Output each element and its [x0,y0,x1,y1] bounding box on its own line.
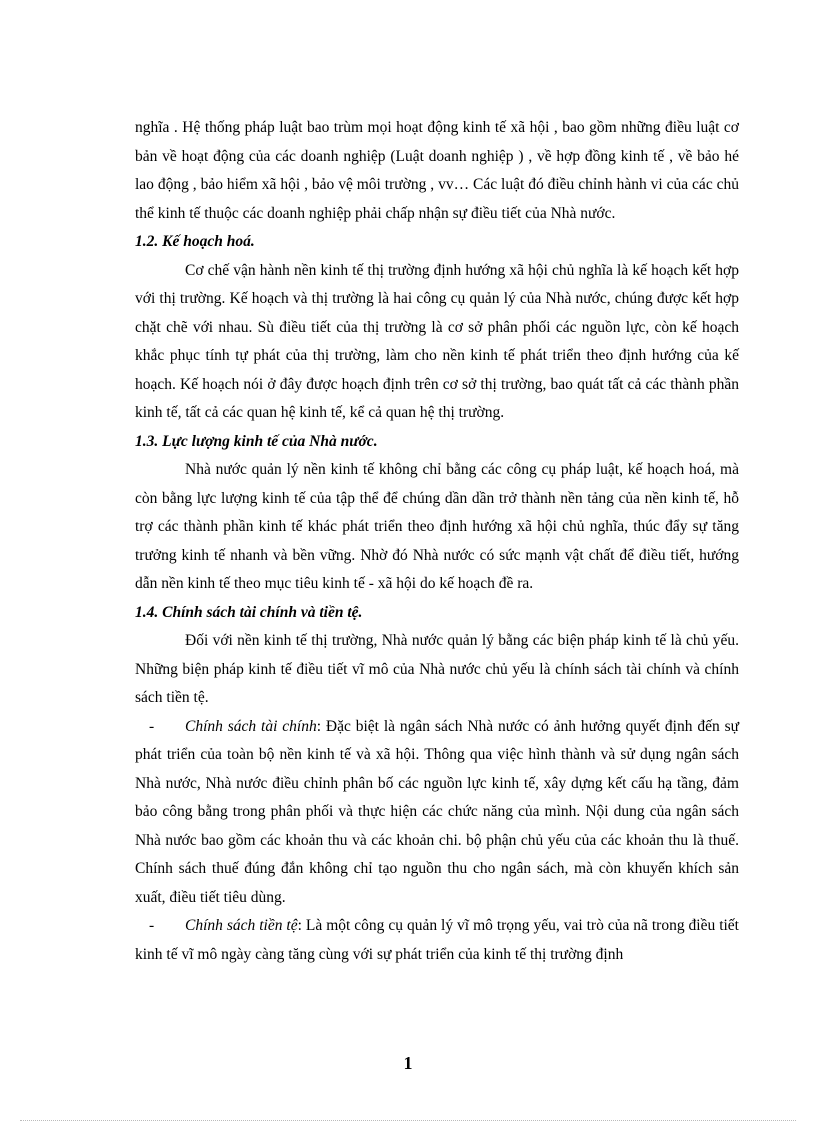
page-bottom-divider [20,1120,796,1121]
page-number: 1 [403,1053,413,1073]
section-paragraph-1-3: Nhà nước quản lý nền kinh tế không chỉ bằng các công cụ pháp luật, kế hoạch hoá, mà còn bằng lực lượng kinh tế của tập thể để chúng dần dần trở thành nền tảng của nền kinh tế, hỗ trợ các thành phần kinh tế khác phát triển theo định hướng xã hội chủ nghĩa, thúc đẩy sự tăng trưởng kinh tế nhanh và bền vững. Nhờ đó Nhà nước có sức mạnh vật chất để điều tiết, hướng dẫn nền kinh tế theo mục tiêu kinh tế - xã hội do kế hoạch đề ra. [135,461,739,592]
bullet-dash: - [149,917,155,934]
section-paragraph-1-2: Cơ chế vận hành nền kinh tế thị trường định hướng xã hội chủ nghĩa là kế hoạch kết hợp với thị trường. Kế hoạch và thị trường là hai công cụ quản lý của Nhà nước, chúng được kết hợp chặt chẽ với nhau. Sù điều tiết của thị trường là cơ sở phân phối các nguồn lực, còn kế hoạch khắc phục tính tự phát của thị trường, làm cho nền kinh tế phát triển theo định hướng của kế hoạch. Kế hoạch nói ở đây được hoạch định trên cơ sở thị trường, bao quát tất cả các thành phần kinh tế, tất cả các quan hệ kinh tế, kể cả quan hệ thị trường. [135,261,739,421]
section-heading-1-3: 1.3. Lực lượng kinh tế của Nhà nước. [135,432,378,450]
bullet-term: Chính sách tiền tệ [185,917,298,934]
bullet-text: : Đặc biệt là ngân sách Nhà nước có ảnh hưởng quyết định đến sự phát triển của toàn bộ nền kinh tế và xã hội. Thông qua việc hình thành và sử dụng ngân sách Nhà nước, Nhà nước điều chỉnh phân bố các nguồn lực kinh tế, xây dựng kết cấu hạ tầng, đảm bảo công bằng trong phân phối và thực hiện các chức năng của mình. Nội dung của ngân sách Nhà nước bao gồm các khoản thu và các khoản chi. bộ phận chủ yếu của các khoản thu là thuế. Chính sách thuế đúng đắn không chỉ tạo nguồn thu cho ngân sách, mà còn khuyến khích sản xuất, điều tiết tiêu dùng. [135,717,740,906]
bullet-item-fiscal-policy [135,713,739,913]
section-paragraph-1-4: Đối với nền kinh tế thị trường, Nhà nước quản lý bằng các biện pháp kinh tế là chủ yếu. Những biện pháp kinh tế điều tiết vĩ mô của Nhà nước chủ yếu là chính sách tài chính và chính sách tiền tệ. [135,632,739,706]
bullet-dash: - [149,717,155,735]
bullet-item-monetary-policy [135,912,739,969]
intro-paragraph: nghĩa . Hệ thống pháp luật bao trùm mọi hoạt động kinh tế xã hội , bao gồm những điều luật cơ bản về hoạt động của các doanh nghiệp (Luật doanh nghiệp ) , về hợp đồng kinh tế , về bảo hé lao động , bảo hiểm xã hội , bảo vệ môi trường , vv… Các luật đó điều chỉnh hành vi của các chủ thể kinh tế thuộc các doanh nghiệp phải chấp nhận sự điều tiết của Nhà nước. [135,119,739,222]
section-heading-1-4: 1.4. Chính sách tài chính và tiền tệ. [135,603,363,621]
document-body [135,114,739,969]
bullet-text: : Là một công cụ quản lý vĩ mô trọng yếu, vai trò của nã trong điều tiết kinh tế vĩ mô ngày càng tăng cùng với sự phát triển của kinh tế thị trường định [135,917,739,963]
section-heading-1-2: 1.2. Kế hoạch hoá. [135,233,255,250]
bullet-term: Chính sách tài chính [185,717,317,735]
